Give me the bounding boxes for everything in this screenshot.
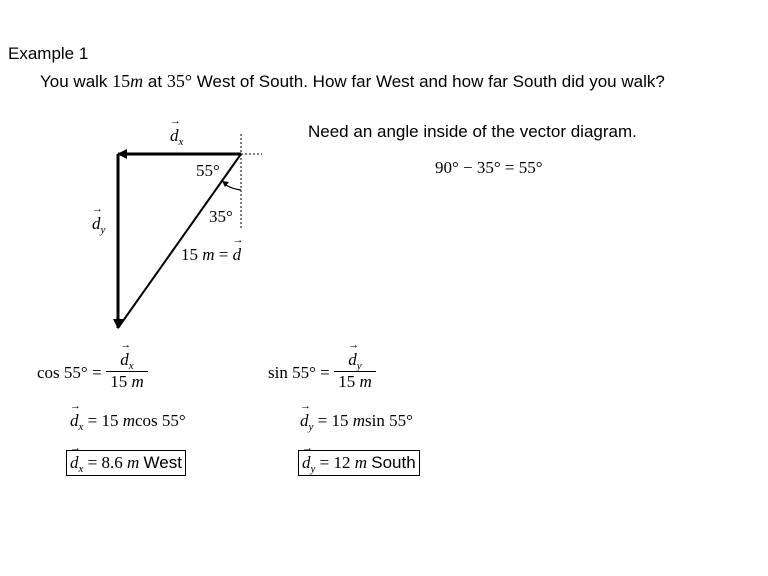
dy-equation: → $d_y = 15$ msin 55° <box>300 411 413 431</box>
sin-fraction <box>334 350 376 392</box>
sin-numerator: → $d_y$ <box>334 350 376 372</box>
note-text: Need an angle inside of the vector diagram. <box>308 122 637 141</box>
sin-equation-lhs: sin 55° = <box>268 363 330 382</box>
hypotenuse-label: 15 m = → d <box>181 245 241 265</box>
problem-distance: 15m <box>112 71 144 91</box>
dx-label: → $d_x$ <box>170 126 183 146</box>
cos-fraction <box>106 350 148 392</box>
reference-angle-label: 35° <box>209 207 233 226</box>
problem-angle: 35° <box>166 71 193 91</box>
problem-mid: at <box>147 72 163 91</box>
problem-pre: You walk <box>40 72 108 91</box>
dx-result-box: → $d_x = 8.6$ m West <box>66 450 186 476</box>
dx-equation: → $d_x = 15$ mcos 55° <box>70 411 186 431</box>
cos-denominator: 15 m <box>110 372 144 391</box>
cos-equation-lhs: cos 55° = <box>37 363 102 382</box>
cos-numerator: → $d_x$ <box>106 350 148 372</box>
problem-post: West of South. How far West and how far South did you walk? <box>196 72 665 91</box>
resultant-vector <box>118 154 241 328</box>
dy-result-box: → $d_y = 12$ m South <box>298 450 420 476</box>
angle-calculation: 90° − 35° = 55° <box>435 158 543 177</box>
sin-denominator: 15 m <box>338 372 372 391</box>
inner-angle-label: 55° <box>196 161 220 180</box>
dy-label: → $d_y$ <box>92 214 105 234</box>
example-title: Example 1 <box>8 44 89 63</box>
